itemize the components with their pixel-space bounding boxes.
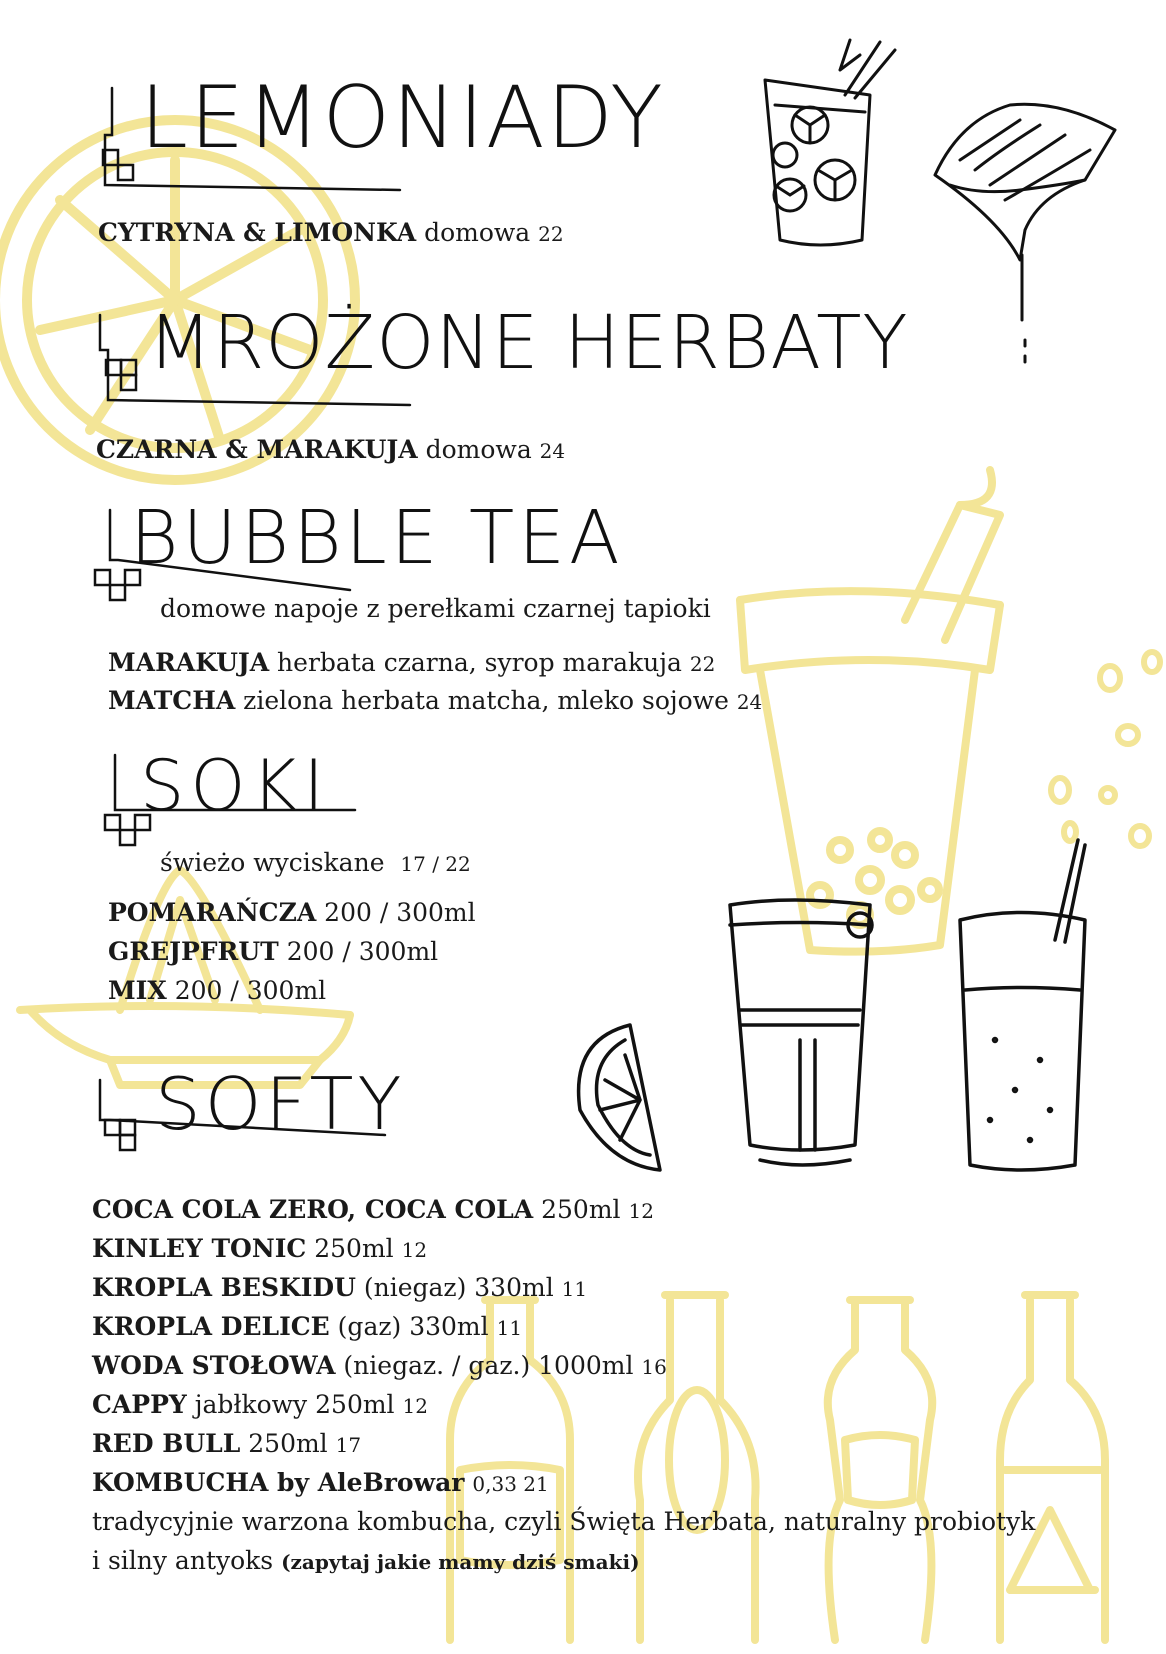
item-desc: 200 / 300ml <box>166 976 327 1005</box>
menu-item <box>98 220 564 245</box>
section-title-mrozone-herbaty: MROŻONE HERBATY <box>148 300 909 386</box>
section-title-lemoniady: LEMONIADY <box>140 68 665 168</box>
menu-item <box>108 939 438 964</box>
bubble-tea-cup-icon <box>740 470 1000 952</box>
item-desc: (niegaz. / gaz.) 1000ml <box>335 1351 642 1380</box>
item-desc: 250ml <box>240 1429 336 1458</box>
item-name: KROPLA DELICE <box>92 1312 330 1341</box>
item-price: 17 <box>335 1433 362 1457</box>
note-text: i silny antyoks <box>92 1546 282 1575</box>
item-price: 12 <box>401 1238 428 1262</box>
item-desc: 200 / 300ml <box>278 937 439 966</box>
section-title-bubble-tea: BUBBLE TEA <box>130 495 624 581</box>
item-price: 16 <box>641 1355 667 1379</box>
item-price: 12 <box>628 1199 654 1223</box>
section-title-softy: SOFTY <box>155 1062 406 1146</box>
item-desc: herbata czarna, syrop marakuja <box>269 648 690 677</box>
item-name: MARAKUJA <box>108 648 270 677</box>
item-name: CAPPY <box>92 1390 187 1419</box>
ginkgo-leaf-icon <box>935 104 1115 362</box>
item-price: 22 <box>538 222 564 246</box>
item-desc: 250ml <box>306 1234 402 1263</box>
menu-item <box>92 1236 427 1261</box>
item-desc: 250ml <box>533 1195 629 1224</box>
kombucha-note <box>92 1548 640 1573</box>
item-desc: (niegaz) 330ml <box>355 1273 562 1302</box>
lemon-wedge-icon <box>579 1025 660 1170</box>
item-desc: domowa <box>417 435 540 464</box>
item-price: 24 <box>539 439 566 463</box>
kombucha-note: tradycyjnie warzona kombucha, czyli Święta Herbata, naturalny probiotyk <box>92 1507 1036 1536</box>
item-desc: zielona herbata matcha, mleko sojowe <box>235 686 737 715</box>
item-desc: (gaz) 330ml <box>329 1312 497 1341</box>
menu-item <box>96 437 565 462</box>
bottles-icon <box>450 1295 1105 1640</box>
subtitle-price: 17 / 22 <box>400 852 471 876</box>
menu-item <box>92 1275 587 1300</box>
menu-item <box>92 1353 667 1378</box>
item-name: KROPLA BESKIDU <box>92 1273 356 1302</box>
menu-item <box>108 900 476 925</box>
juice-glass-icon <box>730 900 872 1165</box>
item-name: KINLEY TONIC <box>92 1234 307 1263</box>
menu-item <box>108 978 326 1003</box>
item-name: KOMBUCHA by AleBrowar <box>92 1468 465 1497</box>
item-name: COCA COLA ZERO, COCA COLA <box>92 1195 534 1224</box>
item-name: MIX <box>108 976 167 1005</box>
section-title-soki: SOKI <box>140 745 331 827</box>
item-price: 22 <box>689 652 716 676</box>
juice-glass-icon <box>960 840 1085 1170</box>
item-price: 24 <box>736 690 763 714</box>
item-price: 11 <box>496 1316 523 1340</box>
item-price: 0,33 21 <box>472 1472 549 1496</box>
item-desc: jabłkowy 250ml <box>186 1390 403 1419</box>
item-name: CZARNA & MARAKUJA <box>96 435 418 464</box>
menu-item <box>108 650 715 675</box>
item-desc: domowa <box>416 218 539 247</box>
item-name: RED BULL <box>92 1429 241 1458</box>
menu-item <box>92 1314 522 1339</box>
item-price: 11 <box>561 1277 588 1301</box>
item-desc: 200 / 300ml <box>316 898 476 927</box>
menu-item <box>108 688 762 713</box>
item-name: POMARAŃCZA <box>108 898 317 927</box>
cocktail-glass-icon <box>765 40 895 245</box>
item-price: 12 <box>402 1394 428 1418</box>
item-name: WODA STOŁOWA <box>92 1351 336 1380</box>
item-name: CYTRYNA & LIMONKA <box>98 218 417 247</box>
menu-item <box>92 1197 654 1222</box>
subtitle-text: świeżo wyciskane <box>160 848 385 877</box>
bubbles-icon <box>1051 652 1160 846</box>
section-subtitle: domowe napoje z perełkami czarnej tapioki <box>160 594 711 623</box>
section-subtitle <box>160 848 471 877</box>
menu-item <box>92 1470 549 1495</box>
menu-item <box>92 1392 428 1417</box>
item-name: GREJPFRUT <box>108 937 279 966</box>
item-name: MATCHA <box>108 686 236 715</box>
note-strong: (zapytaj jakie mamy dziś smaki) <box>281 1550 640 1574</box>
menu-item <box>92 1431 361 1456</box>
